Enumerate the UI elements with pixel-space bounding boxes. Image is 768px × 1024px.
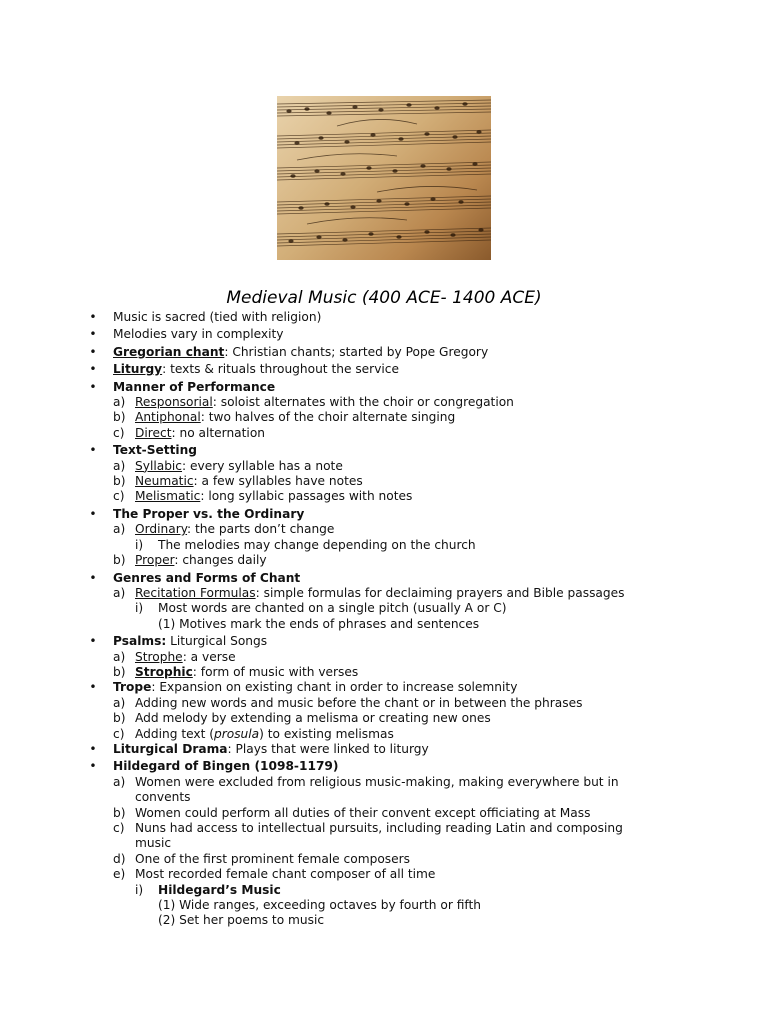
list-item: • Melodies vary in complexity (89, 327, 284, 342)
list-item: • Psalms: Liturgical Songs (89, 634, 268, 649)
list-item: b) Women could perform all duties of their convent except officiating at Mass (113, 805, 591, 820)
list-item: • Liturgical Drama: Plays that were linked to liturgy (89, 741, 429, 756)
list-item: i) Most words are chanted on a single pitch (usually A or C) (135, 601, 507, 616)
sheet-music-image (277, 96, 491, 260)
list-item: • Manner of Performance (89, 379, 276, 394)
list-item: b) Antiphonal: two halves of the choir alternate singing (113, 410, 456, 425)
list-item: (2) Set her poems to music (158, 913, 325, 928)
list-item: • Genres and Forms of Chant (89, 570, 301, 585)
list-item: (1) Motives mark the ends of phrases and sentences (158, 616, 480, 631)
list-item: e) Most recorded female chant composer of all time (113, 867, 436, 882)
list-item: • Hildegard of Bingen (1098-1179) (89, 759, 339, 774)
list-item: a) Women were excluded from religious music-making, making everywhere but in (113, 774, 619, 789)
list-item: i) The melodies may change depending on the church (135, 537, 476, 552)
list-item: a) Strophe: a verse (113, 649, 236, 664)
list-item: c) Nuns had access to intellectual pursuits, including reading Latin and composing (113, 821, 623, 835)
list-item: c) Direct: no alternation (113, 425, 266, 440)
list-item-continuation: music (135, 836, 172, 851)
list-item: a) Responsorial: soloist alternates with the choir or congregation (113, 395, 514, 410)
list-item: • Trope: Expansion on existing chant in order to increase solemnity (89, 680, 518, 695)
list-item: a) Syllabic: every syllable has a note (113, 458, 343, 473)
list-item: • Liturgy: texts & rituals throughout the service (89, 362, 399, 377)
list-item: a) Recitation Formulas: simple formulas for declaiming prayers and Bible passages (113, 585, 625, 600)
list-item-continuation: convents (135, 790, 191, 805)
list-item: • The Proper vs. the Ordinary (89, 506, 305, 521)
list-item: d) One of the first prominent female composers (113, 851, 410, 866)
list-item: a) Adding new words and music before the chant or in between the phrases (113, 695, 583, 710)
list-item: b) Add melody by extending a melisma or creating new ones (113, 711, 491, 726)
page-title: Medieval Music (400 ACE- 1400 ACE) (226, 288, 542, 308)
list-item: b) Neumatic: a few syllables have notes (113, 474, 363, 489)
list-item: c) Melismatic: long syllabic passages with notes (113, 489, 413, 504)
list-item: i) Hildegard’s Music (135, 882, 281, 897)
list-item: b) Strophic: form of music with verses (113, 664, 359, 679)
list-item: • Gregorian chant: Christian chants; started by Pope Gregory (89, 344, 489, 359)
list-item: (1) Wide ranges, exceeding octaves by fourth or fifth (158, 898, 482, 913)
outline (88, 310, 728, 929)
list-item: a) Ordinary: the parts don’t change (113, 522, 335, 537)
list-item: • Music is sacred (tied with religion) (89, 310, 322, 324)
list-item: b) Proper: changes daily (113, 553, 267, 568)
list-item: c) Adding text (prosula) to existing melismas (113, 726, 394, 741)
list-item: • Text-Setting (89, 443, 197, 458)
